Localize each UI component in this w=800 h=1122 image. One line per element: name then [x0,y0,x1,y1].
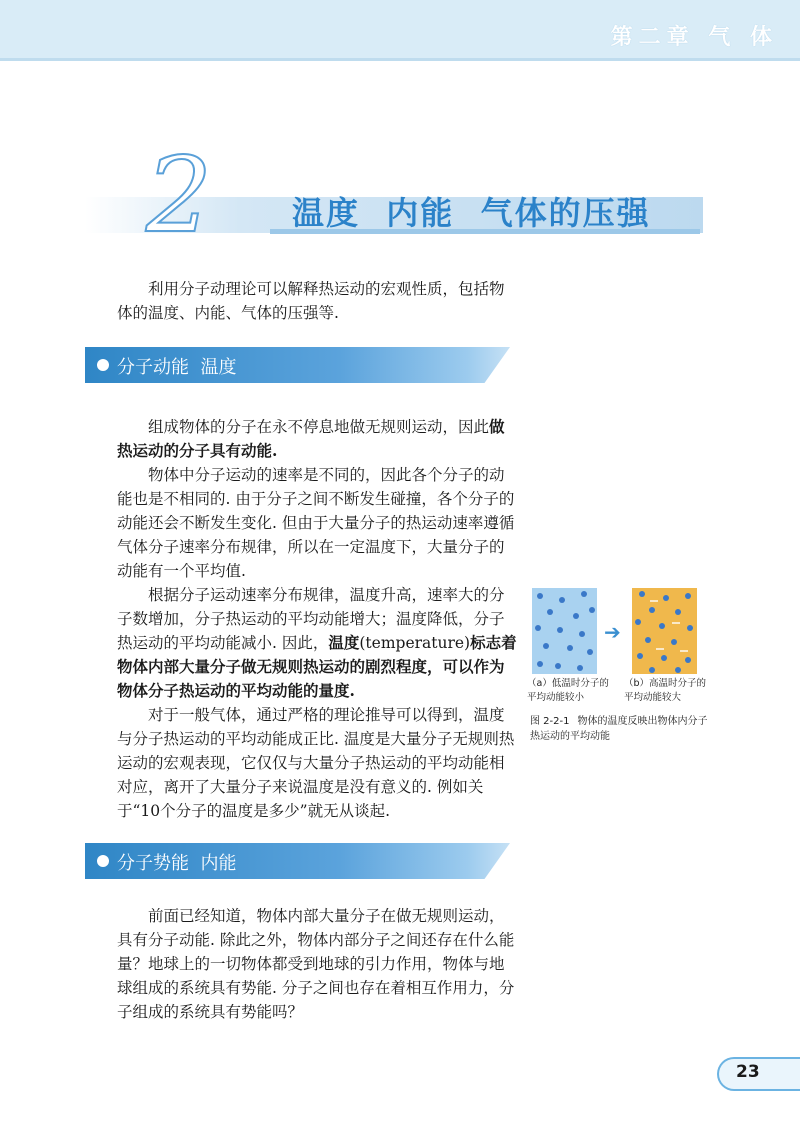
paragraph-2: 物体中分子运动的速率是不同的，因此各个分子的动能也是不相同的. 由于分子之间不断发生碰撞，各个分子的动能还会不断发生变化. 但由于大量分子的热运动速率遵循气体分子速率分布规律，所以在一定温度下，大量分子的动能有一个平均值. [117,466,515,580]
paragraph-6: 地球上的一切物体都受到地球的引力作用，物体与地球组成的系统具有势能. 分子之间也存在着相互作用力，分子组成的系统具有势能吗？ [117,955,515,1021]
section-title: 温度 内能 气体的压强 [292,194,651,232]
arrow-right-icon: ➔ [604,620,621,644]
chapter-title: 第二章 气 体 [610,25,778,50]
paragraph-4: 对于一般气体，通过严格的理论推导可以得到，温度与分子热运动的平均动能成正比. 温度是大量分子无规则热运动的宏观表现，它仅仅与大量分子热运动的平均动能相对应，离开了大量分子来说温度是没有意义的. 例如关于“10个分子的温度是多少”就无从谈起. [117,706,515,820]
figure-sub-caption-a: （a）低温时分子的平均动能较小 [527,678,609,703]
figure-caption-number: 图 2-2-1 [530,716,570,727]
molecules-cold-image [532,588,597,674]
bullet-dot-icon [97,855,109,867]
paragraph-3: 根据分子运动速率分布规律，温度升高，速率大的分子数增加，分子热运动的平均动能增大；温度降低，分子热运动的平均动能减小. 因此，温度(temperature)标志着物体内部大量分子做无规则热运动的剧烈程度，可以作为物体分子热运动的平均动能的量度. [117,586,517,700]
figure-high-temperature [632,588,697,674]
subheading-label: 分子势能 内能 [117,853,237,874]
figure-low-temperature [532,588,597,674]
subheading-label: 分子动能 温度 [117,357,237,378]
section-number: 2 [146,134,213,256]
figure-sub-caption-b: （b）高温时分子的平均动能较大 [624,678,707,703]
subheading-potential-energy [85,843,510,879]
figure-caption [530,714,715,744]
subheading-kinetic-energy [85,347,510,383]
molecules-hot-image [632,588,697,674]
figure-caption-text: 物体的温度反映出物体内分子热运动的平均动能 [530,716,708,742]
paragraph-1: 组成物体的分子在永不停息地做无规则运动，因此做热运动的分子具有动能. [117,417,505,460]
header-divider [0,58,800,61]
bullet-dot-icon [97,359,109,371]
page-number: 23 [736,1062,760,1082]
paragraph-5: 前面已经知道，物体内部大量分子在做无规则运动，具有分子动能. 除此之外，物体内部分子之间还存在什么能量？ [117,907,515,973]
intro-paragraph: 利用分子动理论可以解释热运动的宏观性质，包括物体的温度、内能、气体的压强等. [117,280,505,322]
